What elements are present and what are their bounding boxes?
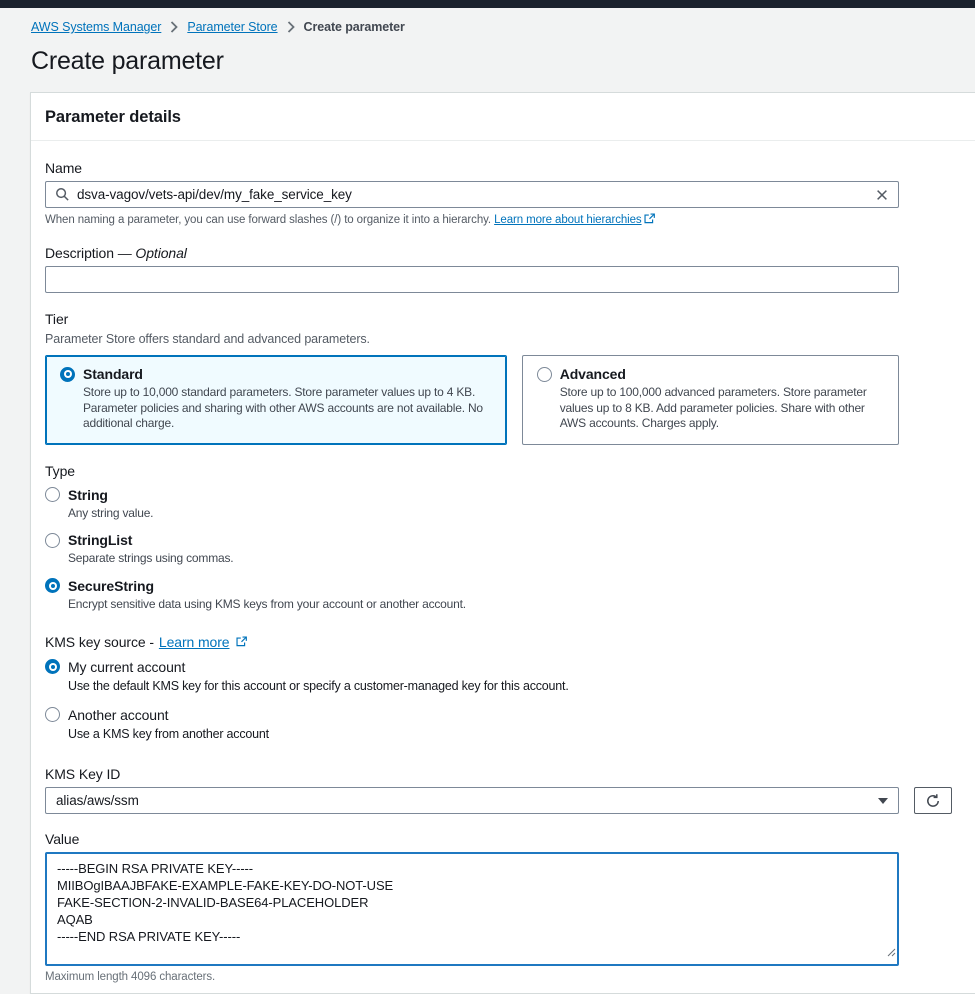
radio-another-account[interactable] [45, 707, 60, 722]
kms-another-title: Another account [68, 706, 169, 723]
breadcrumb-link-systems-manager[interactable]: AWS Systems Manager [31, 20, 162, 34]
tier-group [45, 311, 961, 445]
parameter-details-card [30, 92, 975, 994]
name-label: Name [45, 160, 82, 176]
kms-key-id-select[interactable] [45, 787, 899, 814]
name-input[interactable] [77, 187, 868, 202]
name-helper: When naming a parameter, you can use forward slashes (/) to organize it into a hierarchy. Learn more about hierarchies [45, 213, 961, 227]
page-title: Create parameter [31, 47, 224, 75]
tier-option-advanced[interactable] [522, 355, 899, 445]
type-string-title: String [68, 486, 108, 503]
name-input-wrap [45, 181, 899, 208]
close-icon [875, 188, 889, 202]
breadcrumb-current: Create parameter [303, 20, 405, 34]
kms-key-id-label: KMS Key ID [45, 766, 121, 783]
tier-standard-desc: Store up to 10,000 standard parameters. Store parameter values up to 4 KB. Parameter policies and sharing with other AWS accounts are not available. No additional charge. [83, 385, 483, 431]
tier-option-standard[interactable] [45, 355, 507, 445]
clear-name-button[interactable] [875, 188, 889, 202]
description-input-wrap [45, 266, 899, 293]
type-securestring-desc: Encrypt sensitive data using KMS keys from your account or another account. [68, 596, 466, 611]
card-header [31, 93, 975, 141]
breadcrumb-link-parameter-store[interactable]: Parameter Store [187, 20, 278, 34]
type-option-securestring[interactable] [45, 578, 961, 613]
type-label: Type [45, 462, 75, 479]
chevron-right-icon [170, 21, 178, 33]
radio-standard[interactable] [60, 367, 75, 382]
resize-handle-icon[interactable] [887, 944, 896, 962]
type-option-string[interactable] [45, 487, 961, 522]
value-label: Value [45, 831, 80, 848]
kms-option-current-account[interactable] [45, 659, 961, 694]
tier-description: Parameter Store offers standard and advanced parameters. [45, 332, 370, 346]
kms-source-group [45, 634, 961, 743]
caret-down-icon [878, 798, 888, 804]
description-field-group [45, 245, 961, 293]
kms-current-title: My current account [68, 658, 186, 675]
type-stringlist-desc: Separate strings using commas. [68, 551, 234, 566]
kms-current-desc: Use the default KMS key for this account or specify a customer-managed key for this account. [68, 678, 569, 693]
radio-my-current-account[interactable] [45, 659, 60, 674]
external-link-icon [644, 213, 655, 227]
kms-learn-more-link[interactable]: Learn more [158, 633, 230, 650]
type-string-desc: Any string value. [68, 505, 154, 520]
search-icon [55, 187, 70, 202]
value-field-group [45, 831, 961, 983]
refresh-button[interactable] [914, 787, 952, 814]
type-stringlist-title: StringList [68, 532, 133, 549]
optional-suffix: — Optional [117, 245, 187, 261]
browser-top-bar [0, 0, 975, 8]
kms-key-id-group [45, 766, 961, 814]
type-securestring-title: SecureString [68, 577, 154, 594]
kms-source-label: KMS key source - Learn more [45, 634, 961, 650]
type-option-stringlist[interactable] [45, 532, 961, 567]
description-input[interactable] [55, 272, 889, 287]
value-textarea[interactable] [45, 852, 899, 966]
value-note: Maximum length 4096 characters. [45, 971, 216, 984]
kms-option-another-account[interactable] [45, 707, 961, 742]
radio-stringlist[interactable] [45, 533, 60, 548]
radio-securestring[interactable] [45, 578, 60, 593]
external-link-icon [236, 634, 247, 650]
tier-advanced-desc: Store up to 100,000 advanced parameters. Store parameter values up to 8 KB. Add parameter policies. Share with other AWS accounts. Charges apply. [559, 385, 867, 431]
hierarchies-link[interactable]: Learn more about hierarchies [494, 214, 642, 226]
chevron-right-icon [287, 21, 295, 33]
radio-string[interactable] [45, 487, 60, 502]
radio-advanced[interactable] [537, 367, 552, 382]
card-title: Parameter details [45, 108, 181, 126]
tier-advanced-title: Advanced [559, 366, 626, 382]
breadcrumb [31, 20, 975, 34]
kms-another-desc: Use a KMS key from another account [68, 726, 269, 741]
tier-standard-title: Standard [83, 366, 143, 382]
type-group [45, 463, 961, 613]
description-label: Description — Optional [45, 245, 187, 261]
name-field-group [45, 160, 961, 227]
tier-label: Tier [45, 311, 69, 327]
refresh-icon [925, 793, 941, 809]
kms-key-id-value: alias/aws/ssm [56, 793, 139, 809]
